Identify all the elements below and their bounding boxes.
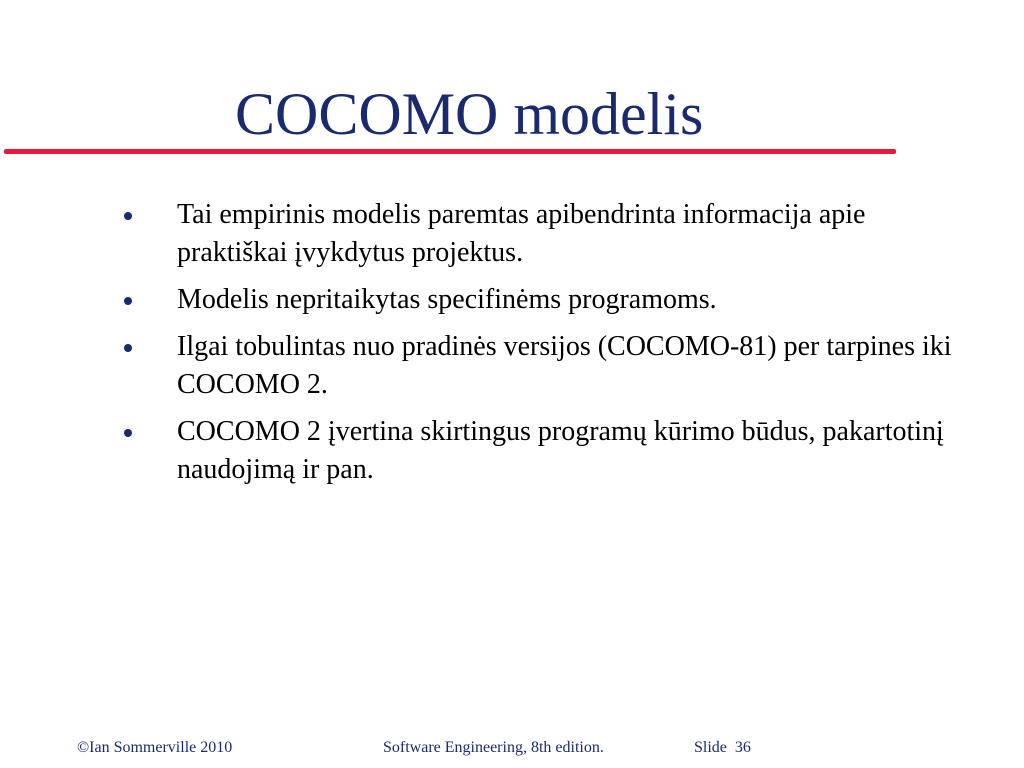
bullet-item: [120, 413, 980, 489]
footer-slide-label: Slide: [694, 739, 727, 756]
bullet-dot-icon: [124, 212, 132, 220]
footer-copyright: ©Ian Sommerville 2010: [77, 739, 233, 756]
bullet-dot-icon: [124, 297, 132, 305]
bullet-item: [120, 328, 980, 404]
bullet-dot-icon: [124, 429, 132, 437]
bullet-text: Ilgai tobulintas nuo pradinės versijos (COCOMO-81) per tarpines iki COCOMO 2.: [177, 331, 952, 400]
footer-course-title: Software Engineering, 8th edition.: [383, 739, 604, 756]
bullet-text: Modelis nepritaikytas specifinėms programoms.: [177, 284, 717, 315]
slide-title: COCOMO modelis: [235, 81, 704, 147]
bullet-item: [120, 196, 980, 272]
bullet-text: COCOMO 2 įvertina skirtingus programų kūrimo būdus, pakartotinį naudojimą ir pan.: [177, 416, 944, 485]
footer-slide-number: 36: [734, 739, 751, 756]
bullet-item: [120, 281, 980, 319]
bullet-text: Tai empirinis modelis paremtas apibendrinta informacija apie praktiškai įvykdytus projektus.: [177, 199, 866, 268]
bullet-list: [120, 196, 980, 498]
footer-slide-indicator: [694, 738, 751, 758]
bullet-dot-icon: [124, 344, 132, 352]
title-underline: [4, 149, 896, 154]
